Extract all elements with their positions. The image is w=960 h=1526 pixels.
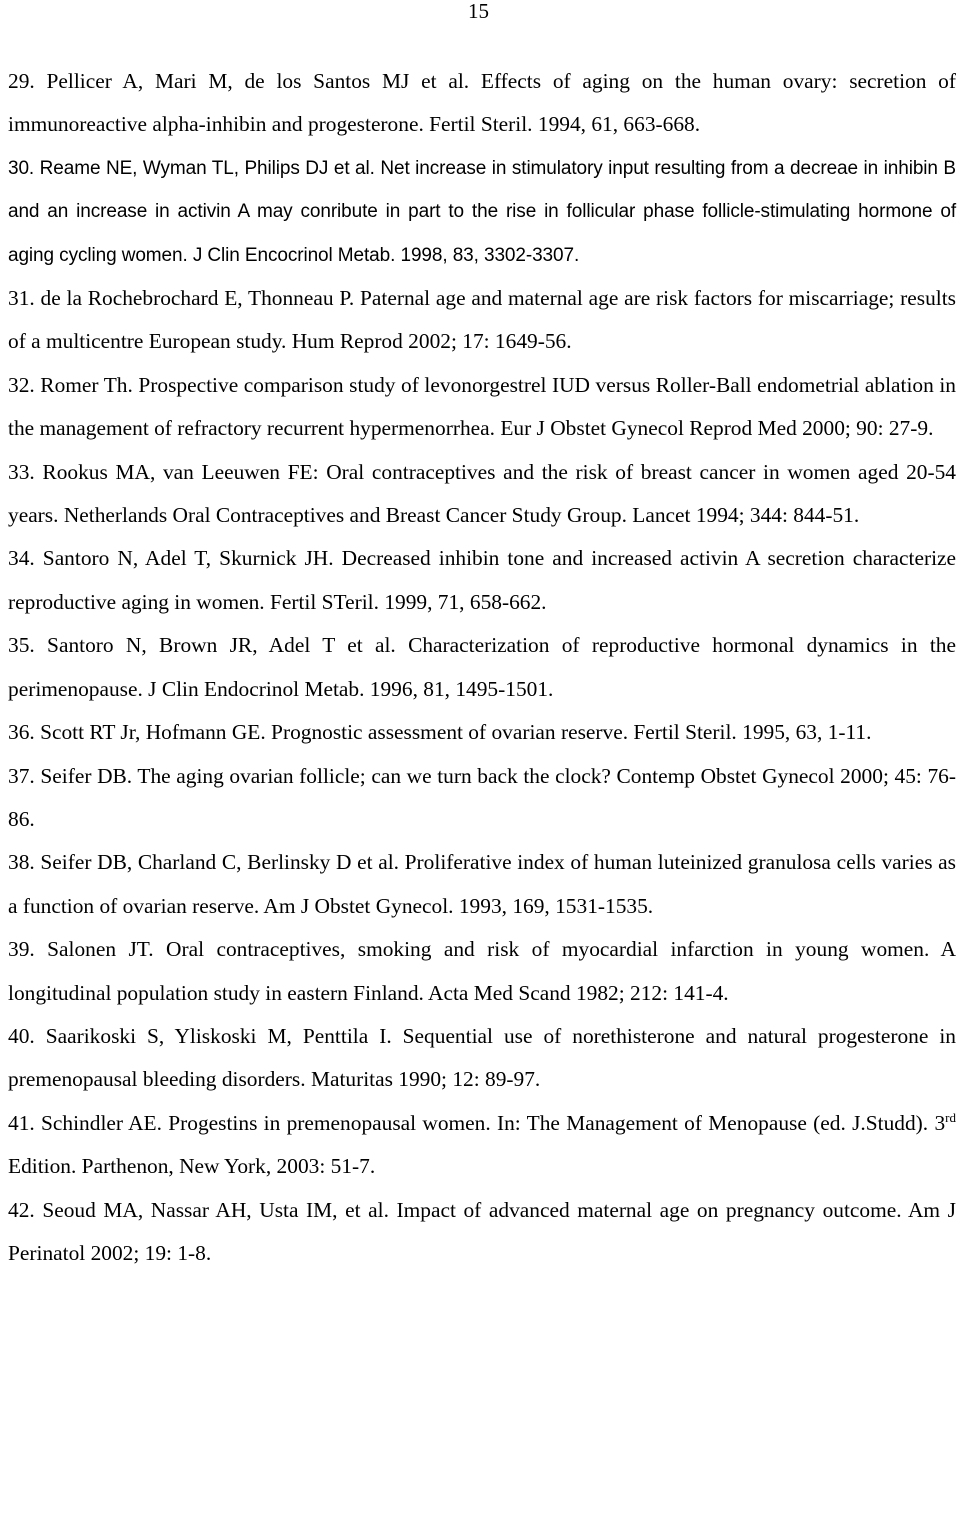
reference-item-31: 31. de la Rochebrochard E, Thonneau P. Paternal age and maternal age are risk factors for miscarriage; results of a multicentre European study. Hum Reprod 2002; 17: 1649-56. [8,286,956,354]
reference-item-33: 33. Rookus MA, van Leeuwen FE: Oral contraceptives and the risk of breast cancer in women aged 20-54 years. Netherlands Oral Contraceptives and Breast Cancer Study Group. Lancet 1994; 344: 844-51. [8,459,956,528]
reference-item-37: 37. Seifer DB. The aging ovarian follicle; can we turn back the clock? Contemp Obstet Gynecol 2000; 45: 76-86. [8,763,956,831]
reference-item-39: 39. Salonen JT. Oral contraceptives, smoking and risk of myocardial infarction in young women. A longitudinal population study in eastern Finland. Acta Med Scand 1982; 212: 141-4. [8,937,956,1005]
reference-41-text-start: 41. Schindler AE. Progestins in premenopausal women. In: The Management of Menopause (ed. J.Studd). 3 [8,1110,946,1135]
reference-item-40: 40. Saarikoski S, Yliskoski M, Penttila I. Sequential use of norethisterone and natural progesterone in premenopausal bleeding disorders. Maturitas 1990; 12: 89-97. [8,1023,956,1092]
reference-item-32: 32. Romer Th. Prospective comparison study of levonorgestrel IUD versus Roller-Ball endometrial ablation in the management of refractory recurrent hypermenorrhea. Eur J Obstet Gynecol Reprod Med 2000; 90: 27-9. [8,372,956,441]
reference-item-34: 34. Santoro N, Adel T, Skurnick JH. Decreased inhibin tone and increased activin A secretion characterize reproductive aging in women. Fertil STeril. 1999, 71, 658-662. [8,546,956,614]
reference-item-38: 38. Seifer DB, Charland C, Berlinsky D et al. Proliferative index of human luteinized granulosa cells varies as a function of ovarian reserve. Am J Obstet Gynecol. 1993, 169, 1531-1535. [8,850,956,918]
reference-item-30: 30. Reame NE, Wyman TL, Philips DJ et al. Net increase in stimulatory input resulting from a decreae in inhibin B and an increase in activin A may conribute in part to the rise in follicular phase follicle-stimulating hormone of aging cycling women. J Clin Encocrinol Metab. 1998, 83, 3302-3307. [8,157,956,266]
reference-item-35: 35. Santoro N, Brown JR, Adel T et al. Characterization of reproductive hormonal dynamics in the perimenopause. J Clin Endocrinol Metab. 1996, 81, 1495-1501. [8,633,956,701]
reference-list [8,60,956,1275]
reference-item-41 [8,1102,956,1189]
reference-item-36: 36. Scott RT Jr, Hofmann GE. Prognostic assessment of ovarian reserve. Fertil Steril. 1995, 63, 1-11. [8,720,872,745]
reference-item-29: 29. Pellicer A, Mari M, de los Santos MJ et al. Effects of aging on the human ovary: secretion of immunoreactive alpha-inhibin and progesterone. Fertil Steril. 1994, 61, 663-668. [8,69,956,137]
ordinal-superscript: rd [945,1109,956,1125]
reference-41-text-end: Edition. Parthenon, New York, 2003: 51-7. [8,1154,376,1179]
page-number: 15 [468,0,489,23]
reference-item-42: 42. Seoud MA, Nassar AH, Usta IM, et al. Impact of advanced maternal age on pregnancy outcome. Am J Perinatol 2002; 19: 1-8. [8,1197,956,1265]
